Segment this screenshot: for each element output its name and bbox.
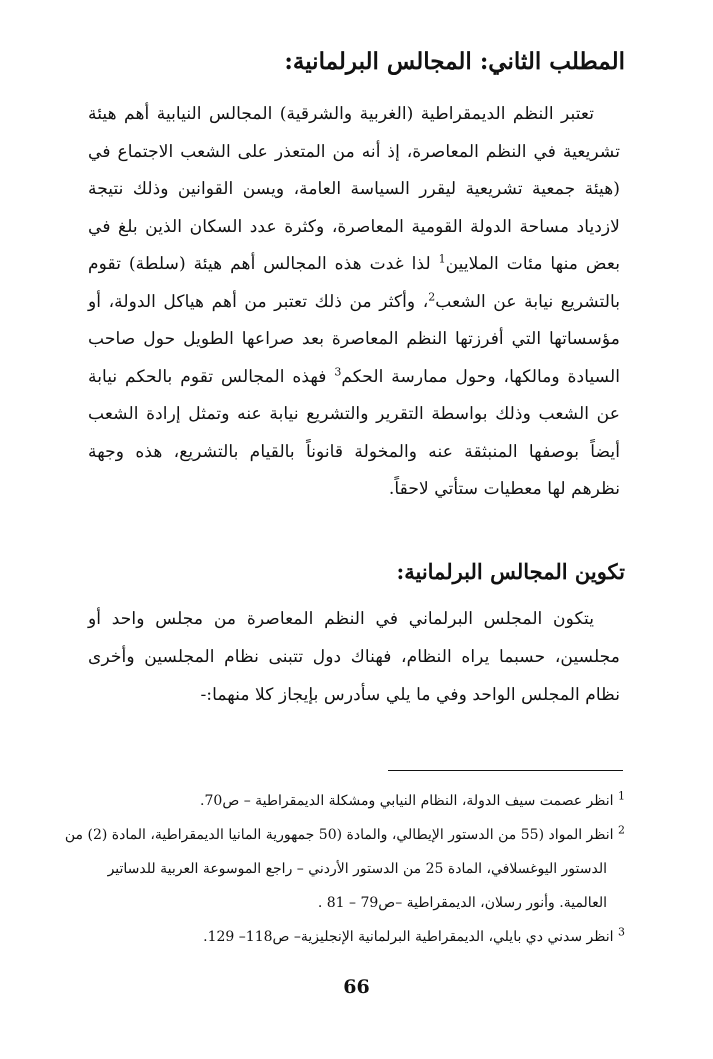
- footnote-ref-2[interactable]: 2: [428, 289, 436, 303]
- footnote-ref-3[interactable]: 3: [334, 364, 342, 378]
- footnote-text: انظر سدني دي بايلي، الديمقراطية البرلمانية الإنجليزية– ص118– 129.: [203, 929, 614, 945]
- subsection-heading: تكوين المجالس البرلمانية:: [396, 559, 625, 584]
- footnote-number: 1: [618, 789, 625, 803]
- footnotes-section: [60, 784, 625, 954]
- paragraph-2-text: يتكون المجلس البرلماني في النظم المعاصرة من مجلس واحد أو مجلسين، حسبما يراه النظام، فهناك دول تتبنى نظام المجلسين وأخرى نظام المجلس الواحد وفي ما يلي سأدرس بإيجاز كلا منهما:-: [88, 609, 620, 705]
- footnote-number: 3: [618, 925, 625, 939]
- paragraph-1-part-2: لذا غدت هذه المجالس أهم هيئة (سلطة) تقوم بالتشريع نيابة عن الشعب: [88, 254, 621, 312]
- footnote-ref-1[interactable]: 1: [438, 252, 446, 266]
- footnote-text: انظر عصمت سيف الدولة، النظام النيابي ومشكلة الديمقراطية – ص70.: [200, 793, 614, 809]
- footnote-text: انظر المواد (55 من الدستور الإيطالي، والمادة (50 جمهورية المانيا الديمقراطية، المادة (2) من: [64, 827, 614, 843]
- footnote-number: 2: [618, 823, 625, 837]
- paragraph-1-part-3: ، وأكثر من ذلك تعتبر من أهم هياكل الدولة، أو مؤسساتها التي أفرزتها النظم المعاصرة بعد صراعها الطويل حول صاحب السيادة ومالكها، وحول ممارسة الحكم: [88, 291, 620, 387]
- body-paragraph-2: [88, 600, 620, 714]
- paragraph-1-part-1: تعتبر النظم الديمقراطية (الغربية والشرقية) المجالس النيابية أهم هيئة تشريعية في النظم المعاصرة، إذ أنه من المتعذر على الشعب الاجتماع في (هيئة جمعية تشريعية ليقرر السياسة العامة، ويسن القوانين وذلك نتيجة لازدياد مساحة الدولة القومية المعاصرة، وكثرة عدد السكان الذين بلغ في بعض منها مئات الملايين: [88, 104, 620, 274]
- footnote-1: [60, 784, 625, 818]
- body-paragraph-1: [88, 96, 620, 509]
- footnote-divider: [388, 770, 623, 771]
- paragraph-1-part-4: فهذه المجالس تقوم بالحكم نيابة عن الشعب وذلك بواسطة التقرير والتشريع نيابة عنه وتمثل إرادة الشعب أيضاً بوصفها المنبثقة عنه والمخولة قانوناً بالقيام بالتشريع، هذه وجهة نظرهم لها معطيات ستأتي لاحقاً.: [88, 366, 620, 499]
- page-number: 66: [343, 976, 370, 998]
- footnote-3: [60, 920, 625, 954]
- footnote-2: [60, 818, 625, 920]
- section-heading: المطلب الثاني: المجالس البرلمانية:: [284, 48, 625, 75]
- footnote-text-continued: الدستور اليوغسلافي، المادة 25 من الدستور الأردني – راجع الموسوعة العربية للدساتير العالمية. وأنور رسلان، الديمقراطية –ص79 – 81 .: [107, 861, 607, 911]
